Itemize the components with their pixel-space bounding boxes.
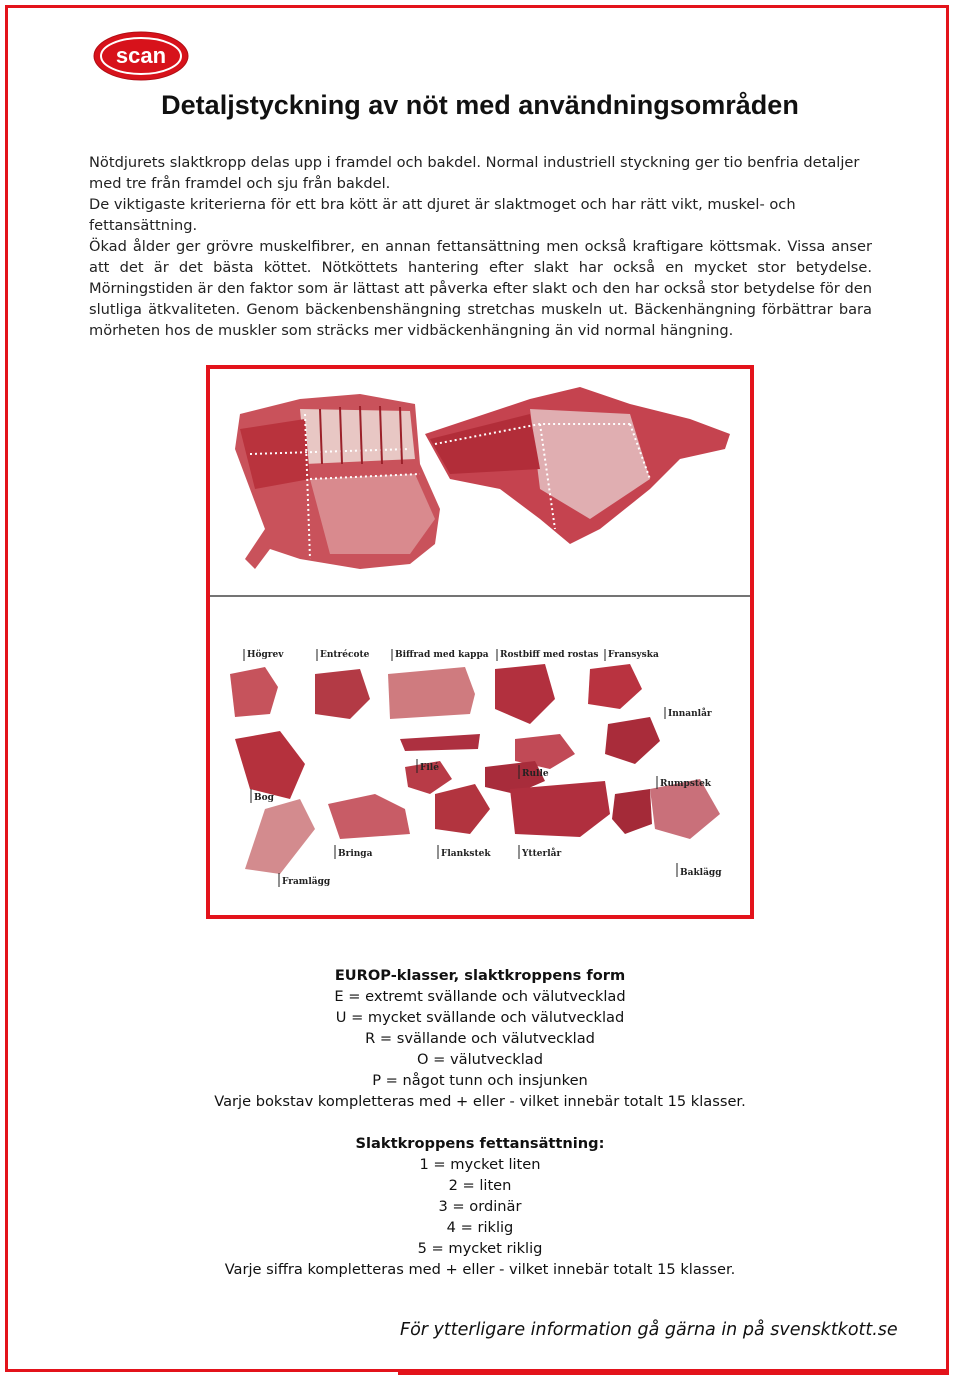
europ-p: P = något tunn och insjunken [372, 1072, 588, 1089]
europ-e: E = extremt svällande och välutvecklad [334, 988, 626, 1005]
label-bringa: Bringa [338, 849, 373, 859]
europ-section [0, 965, 960, 1112]
intro-paragraph-1: Nötdjurets slaktkropp delas upp i framdel och bakdel. Normal industriell styckning ger tio benfria detaljer med tre från framdel och sju från bakdel. [89, 154, 860, 192]
intro-paragraph-3: Ökad ålder ger grövre muskelfibrer, en annan fettansättning men också kraftigare köttsmak. Vissa anser att det är det bästa köttet. Nötköttets hantering efter slakt har också en mycket stor betydelse. Mörningstiden är den faktor som är lättast att påverka efter slakt och den har också stor betydelse för den slutliga ätkvaliteten. Genom bäckenbenshängning stretchas muskeln ut. Bäckenhängning förbättrar bara mörheten hos de muskler som sträcks mer vidbäckenhängning än vid normal hängning. [89, 238, 872, 339]
label-innanlar: Innanlår [668, 709, 712, 719]
cut-pieces [230, 664, 720, 874]
footer-rule [398, 1372, 949, 1375]
forequarter-carcass [235, 394, 440, 569]
fat-note: Varje siffra kompletteras med + eller - vilket innebär totalt 15 klasser. [224, 1261, 736, 1278]
fat-4: 4 = riklig [446, 1219, 514, 1236]
fat-heading: Slaktkroppens fettansättning: [355, 1135, 605, 1152]
fat-1: 1 = mycket liten [419, 1156, 541, 1173]
label-baklagg: Baklägg [680, 868, 722, 878]
fat-5: 5 = mycket riklig [417, 1240, 543, 1257]
svg-text:scan: scan [115, 43, 167, 68]
europ-u: U = mycket svällande och välutvecklad [335, 1009, 625, 1026]
fat-3: 3 = ordinär [438, 1198, 522, 1215]
europ-o: O = välutvecklad [417, 1051, 543, 1068]
europ-note: Varje bokstav kompletteras med + eller - vilket innebär totalt 15 klasser. [214, 1093, 746, 1110]
label-fransyska: Fransyska [608, 650, 659, 660]
beef-cuts-illustration [210, 369, 750, 915]
label-framlagg: Framlägg [282, 877, 331, 887]
intro-text [89, 152, 872, 341]
label-rumpstek: Rumpstek [660, 779, 712, 789]
label-flankstek: Flankstek [441, 849, 491, 859]
page-title: Detaljstyckning av nöt med användningsområden [161, 90, 799, 120]
label-entrecote: Entrécote [320, 650, 370, 660]
label-bog: Bog [254, 793, 274, 803]
scan-logo [92, 28, 190, 82]
label-hogrev: Högrev [247, 650, 284, 660]
fat-section [0, 1133, 960, 1280]
label-biffrad: Biffrad med kappa [395, 650, 489, 660]
label-ytterlar: Ytterlår [522, 849, 562, 859]
label-rostbiff: Rostbiff med rostas [500, 650, 599, 660]
beef-cuts-figure [206, 365, 754, 919]
footer-text: För ytterligare information gå gärna in på svensktkott.se [400, 1320, 898, 1340]
europ-r: R = svällande och välutvecklad [365, 1030, 595, 1047]
label-rulle: Rulle [522, 769, 549, 779]
intro-paragraph-2: De viktigaste kriterierna för ett bra kött är att djuret är slaktmoget och har rätt vikt, muskel- och fettansättning. [89, 196, 796, 234]
hindquarter-carcass [425, 387, 730, 544]
fat-2: 2 = liten [448, 1177, 512, 1194]
europ-heading: EUROP-klasser, slaktkroppens form [334, 967, 626, 984]
label-filo: Filé [420, 763, 439, 773]
